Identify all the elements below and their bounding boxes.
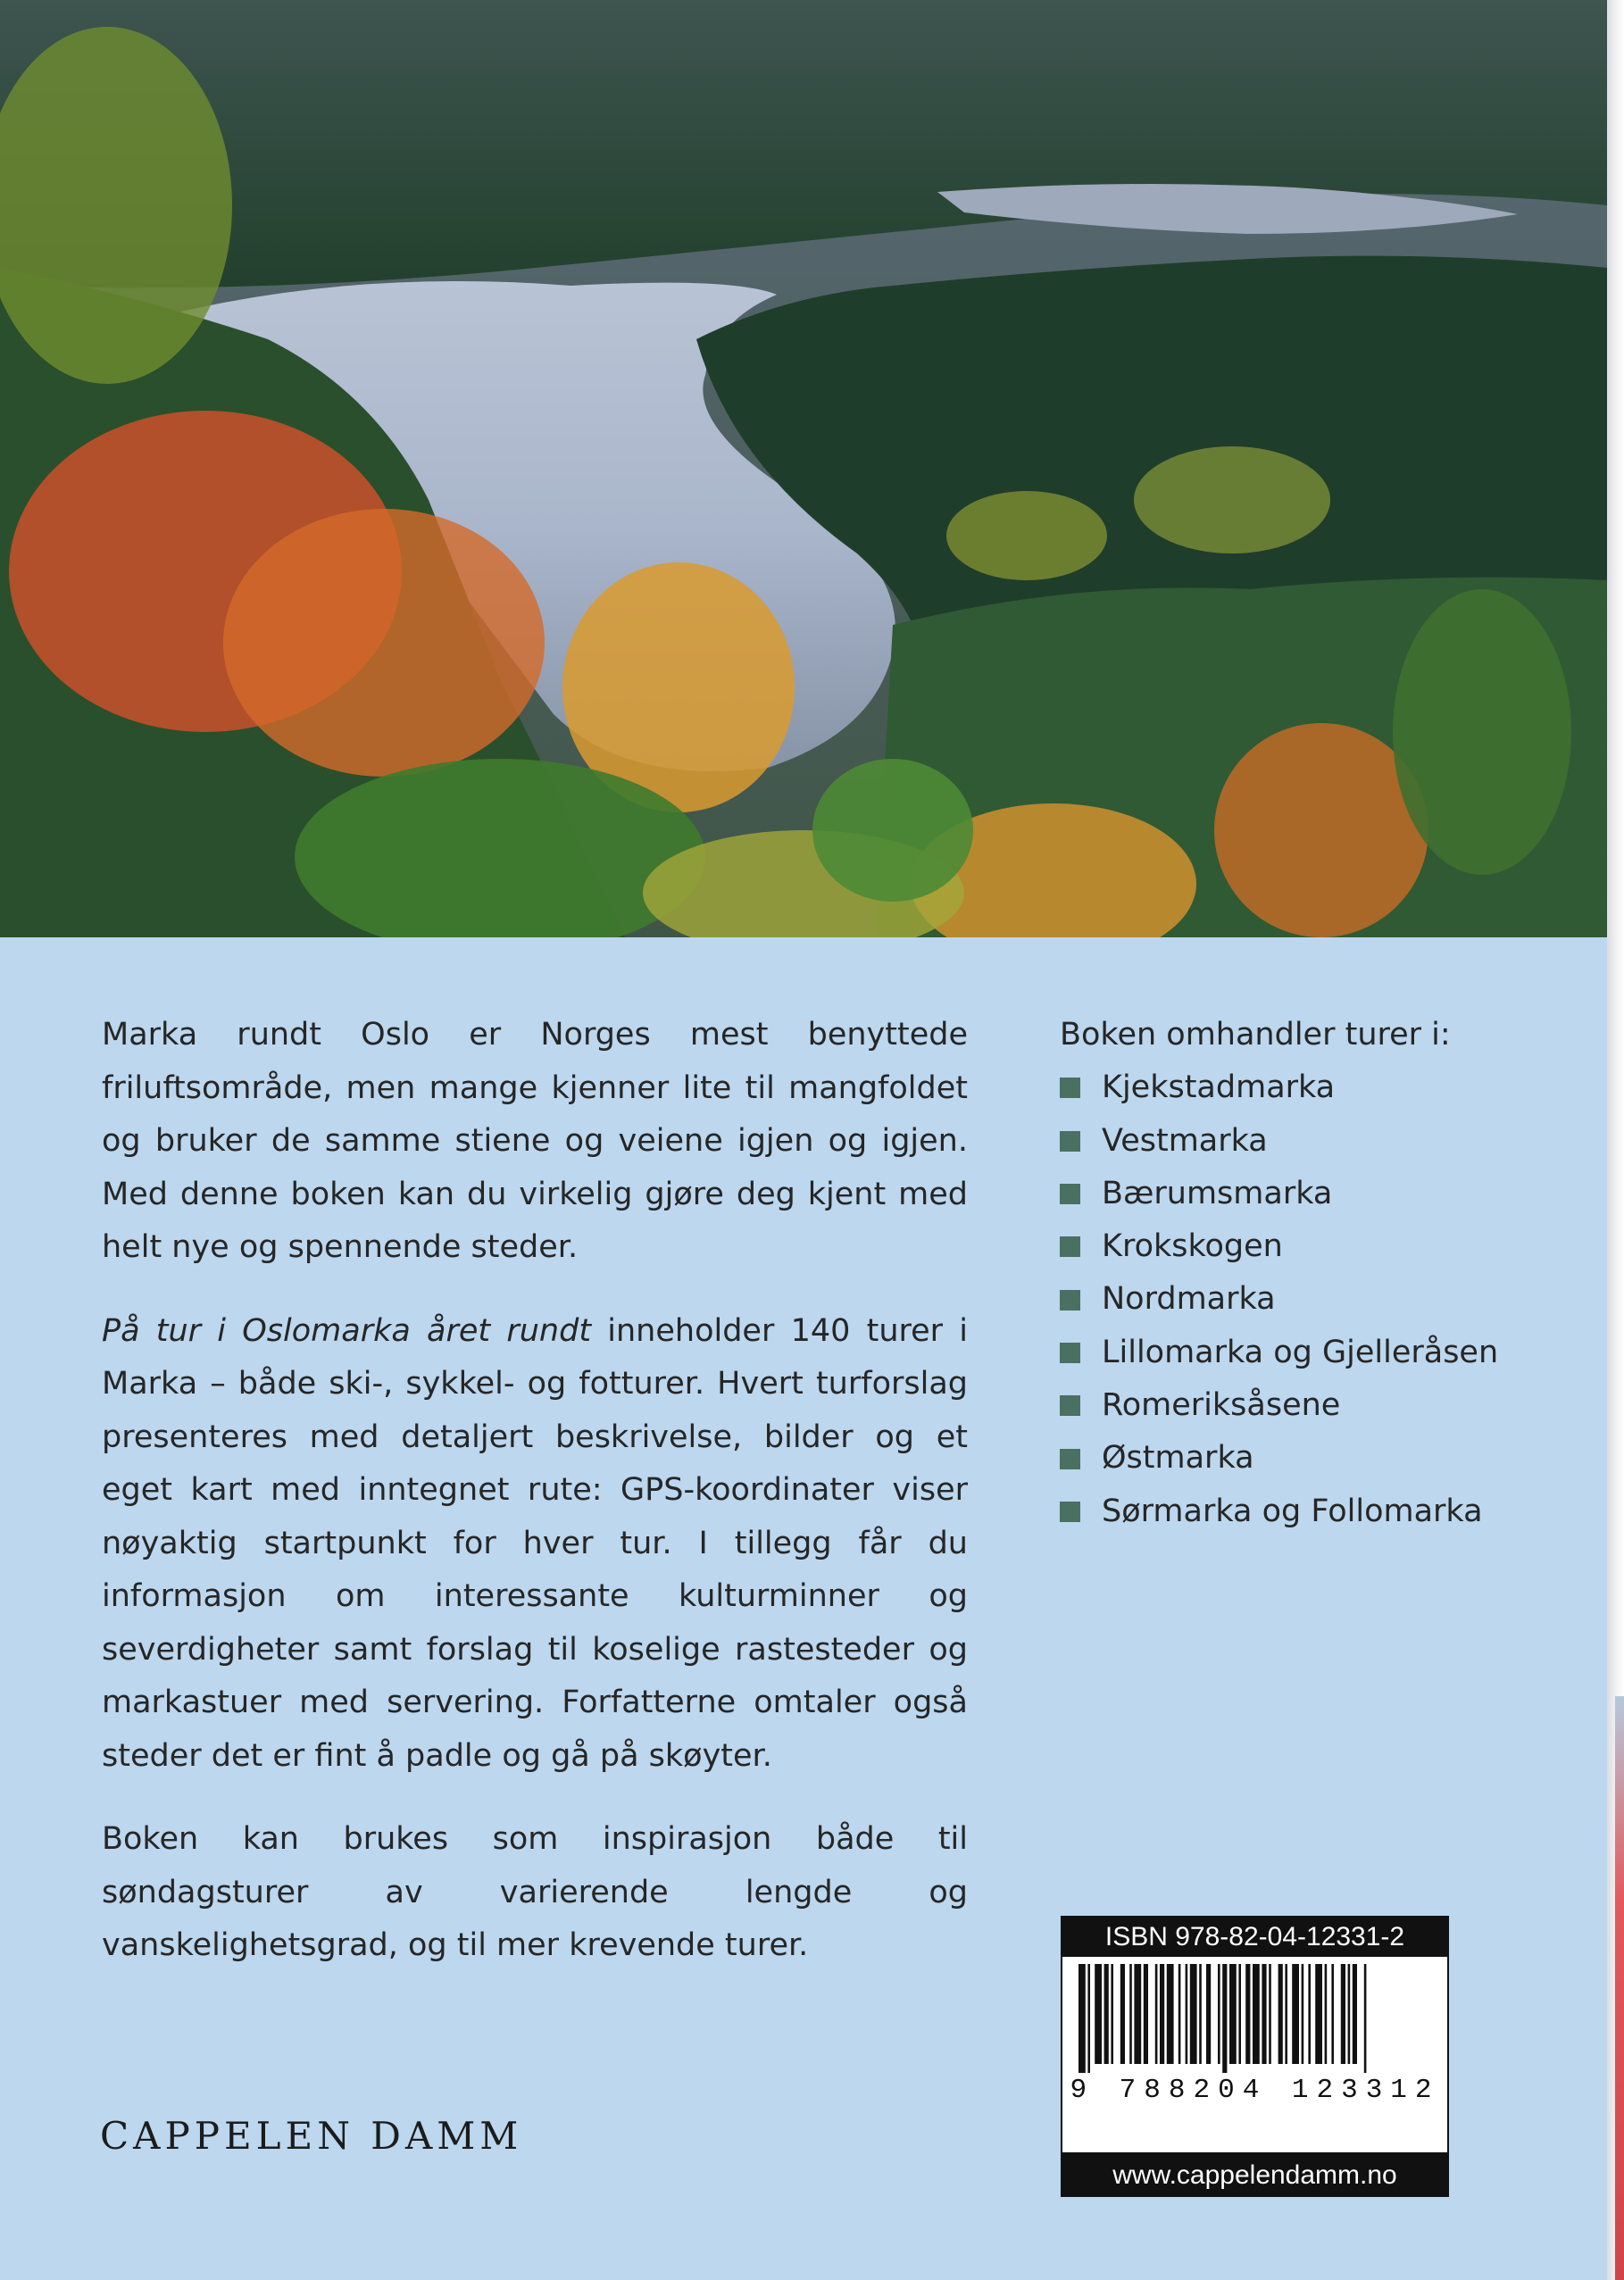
- topic-label: Krokskogen: [1102, 1228, 1283, 1265]
- barcode-digits: 9 788204 123312: [1070, 2075, 1440, 2106]
- isbn-number: ISBN 978-82-04-12331-2: [1062, 1918, 1447, 1957]
- topics-heading: Boken omhandler turer i:: [1060, 1017, 1451, 1053]
- barcode-bar: [1315, 1964, 1322, 2064]
- barcode-bar: [1222, 1964, 1227, 2073]
- barcode-bar: [1341, 1964, 1345, 2064]
- spine-accent-stripe: [1615, 1696, 1624, 2280]
- list-item: [1060, 1115, 1560, 1168]
- barcode-bar: [1144, 1964, 1148, 2064]
- barcode-bar: [1331, 1964, 1334, 2064]
- topic-label: Østmarka: [1102, 1440, 1254, 1477]
- barcode-bar: [1134, 1964, 1141, 2064]
- barcode-bar: [1285, 1964, 1287, 2064]
- barcode-bar: [1079, 1964, 1086, 2073]
- list-item: [1060, 1273, 1560, 1326]
- cover-photo-lake-forest: [0, 0, 1607, 937]
- list-item: [1060, 1220, 1560, 1273]
- barcode-bar: [1160, 1964, 1164, 2064]
- topic-label: Lillomarka og Gjelleråsen: [1102, 1334, 1499, 1370]
- barcode-bar: [1253, 1964, 1260, 2064]
- topic-label: Kjekstadmarka: [1102, 1069, 1336, 1106]
- square-bullet-icon: [1060, 1449, 1080, 1469]
- list-item: [1060, 1432, 1560, 1485]
- barcode-bar: [1129, 1964, 1132, 2064]
- book-spine-edge: [1607, 0, 1624, 2280]
- barcode-bar: [1218, 1964, 1220, 2064]
- intro-paragraph-1: Marka rundt Oslo er Norges mest benyttede friluftsområde, men mange kjenner lite til mangfoldet og bruker de samme stiene og veiene igjen og igjen. Med denne boken kan du virkelig gjøre deg kjent med helt nye og spennende steder.: [102, 1017, 968, 1265]
- barcode-bar: [1238, 1964, 1241, 2064]
- list-item: [1060, 1168, 1560, 1220]
- barcode-bar: [1186, 1964, 1188, 2064]
- barcode-bar: [1104, 1964, 1109, 2064]
- barcode-bar: [1199, 1964, 1202, 2064]
- square-bullet-icon: [1060, 1502, 1080, 1522]
- barcode-bar: [1111, 1964, 1113, 2064]
- list-item: [1060, 1379, 1560, 1432]
- square-bullet-icon: [1060, 1184, 1080, 1204]
- barcode-bar: [1229, 1964, 1237, 2064]
- barcode-bar: [1167, 1964, 1174, 2064]
- intro-paragraph-2: [102, 1305, 968, 1784]
- barcode-bars: [1062, 1964, 1447, 2073]
- barcode-bar: [1325, 1964, 1328, 2064]
- square-bullet-icon: [1060, 1236, 1080, 1257]
- square-bullet-icon: [1060, 1343, 1080, 1363]
- topic-label: Bærumsmarka: [1102, 1175, 1333, 1211]
- barcode-bar: [1353, 1964, 1357, 2064]
- landscape-illustration: [0, 0, 1607, 937]
- list-item: [1060, 1327, 1560, 1379]
- square-bullet-icon: [1060, 1078, 1080, 1098]
- book-title-italic: På tur i Oslomarka året rundt: [102, 1312, 592, 1349]
- topic-label: Romeriksåsene: [1102, 1387, 1341, 1424]
- list-item: [1060, 1061, 1560, 1114]
- list-item: [1060, 1485, 1560, 1538]
- barcode-bar: [1178, 1964, 1181, 2064]
- barcode-bar: [1262, 1964, 1266, 2064]
- barcode-bar: [1364, 1964, 1367, 2073]
- isbn-barcode: [1061, 1916, 1449, 2154]
- barcode-bar: [1095, 1964, 1102, 2064]
- barcode-bar: [1087, 1964, 1090, 2073]
- publisher-url: www.cappelendamm.no: [1061, 2154, 1449, 2197]
- barcode-bar: [1245, 1964, 1250, 2064]
- barcode-bar: [1155, 1964, 1158, 2064]
- barcode-bar: [1190, 1964, 1197, 2064]
- description-text: [102, 1009, 968, 2003]
- barcode-bar: [1278, 1964, 1283, 2064]
- barcode-bar: [1308, 1964, 1311, 2064]
- barcode-bar: [1269, 1964, 1271, 2064]
- barcode-bar: [1206, 1964, 1211, 2064]
- publisher-logo: CAPPELEN DAMM: [100, 2114, 523, 2158]
- barcode-bar: [1120, 1964, 1125, 2064]
- topic-label: Vestmarka: [1102, 1122, 1268, 1159]
- topic-label: Sørmarka og Follomarka: [1102, 1493, 1483, 1529]
- square-bullet-icon: [1060, 1131, 1080, 1152]
- topic-label: Nordmarka: [1102, 1281, 1276, 1318]
- square-bullet-icon: [1060, 1290, 1080, 1311]
- intro-paragraph-3: Boken kan brukes som inspirasjon både til søndagsturer av varierende lengde og vanskelighetsgrad, og til mer krevende turer.: [102, 1821, 968, 1963]
- barcode-bar: [1348, 1964, 1351, 2064]
- barcode-bar: [1292, 1964, 1299, 2064]
- barcode-bar: [1302, 1964, 1304, 2064]
- intro-paragraph-2-text: inneholder 140 turer i Marka – både ski-, sykkel- og fotturer. Hvert turforslag presenteres med detaljert beskrivelse, bilder og et eget kart med inntegnet rute: GPS-koordinater viser nøyaktig startpunkt for hver tur. I tillegg får du informasjon om interessante kulturminner og severdigheter samt forslag til koselige rastesteder og markastuer med servering. Forfatterne omtaler også steder det er fint å padle og gå på skøyter.: [102, 1312, 968, 1774]
- topics-list: [1060, 1009, 1560, 1538]
- square-bullet-icon: [1060, 1395, 1080, 1416]
